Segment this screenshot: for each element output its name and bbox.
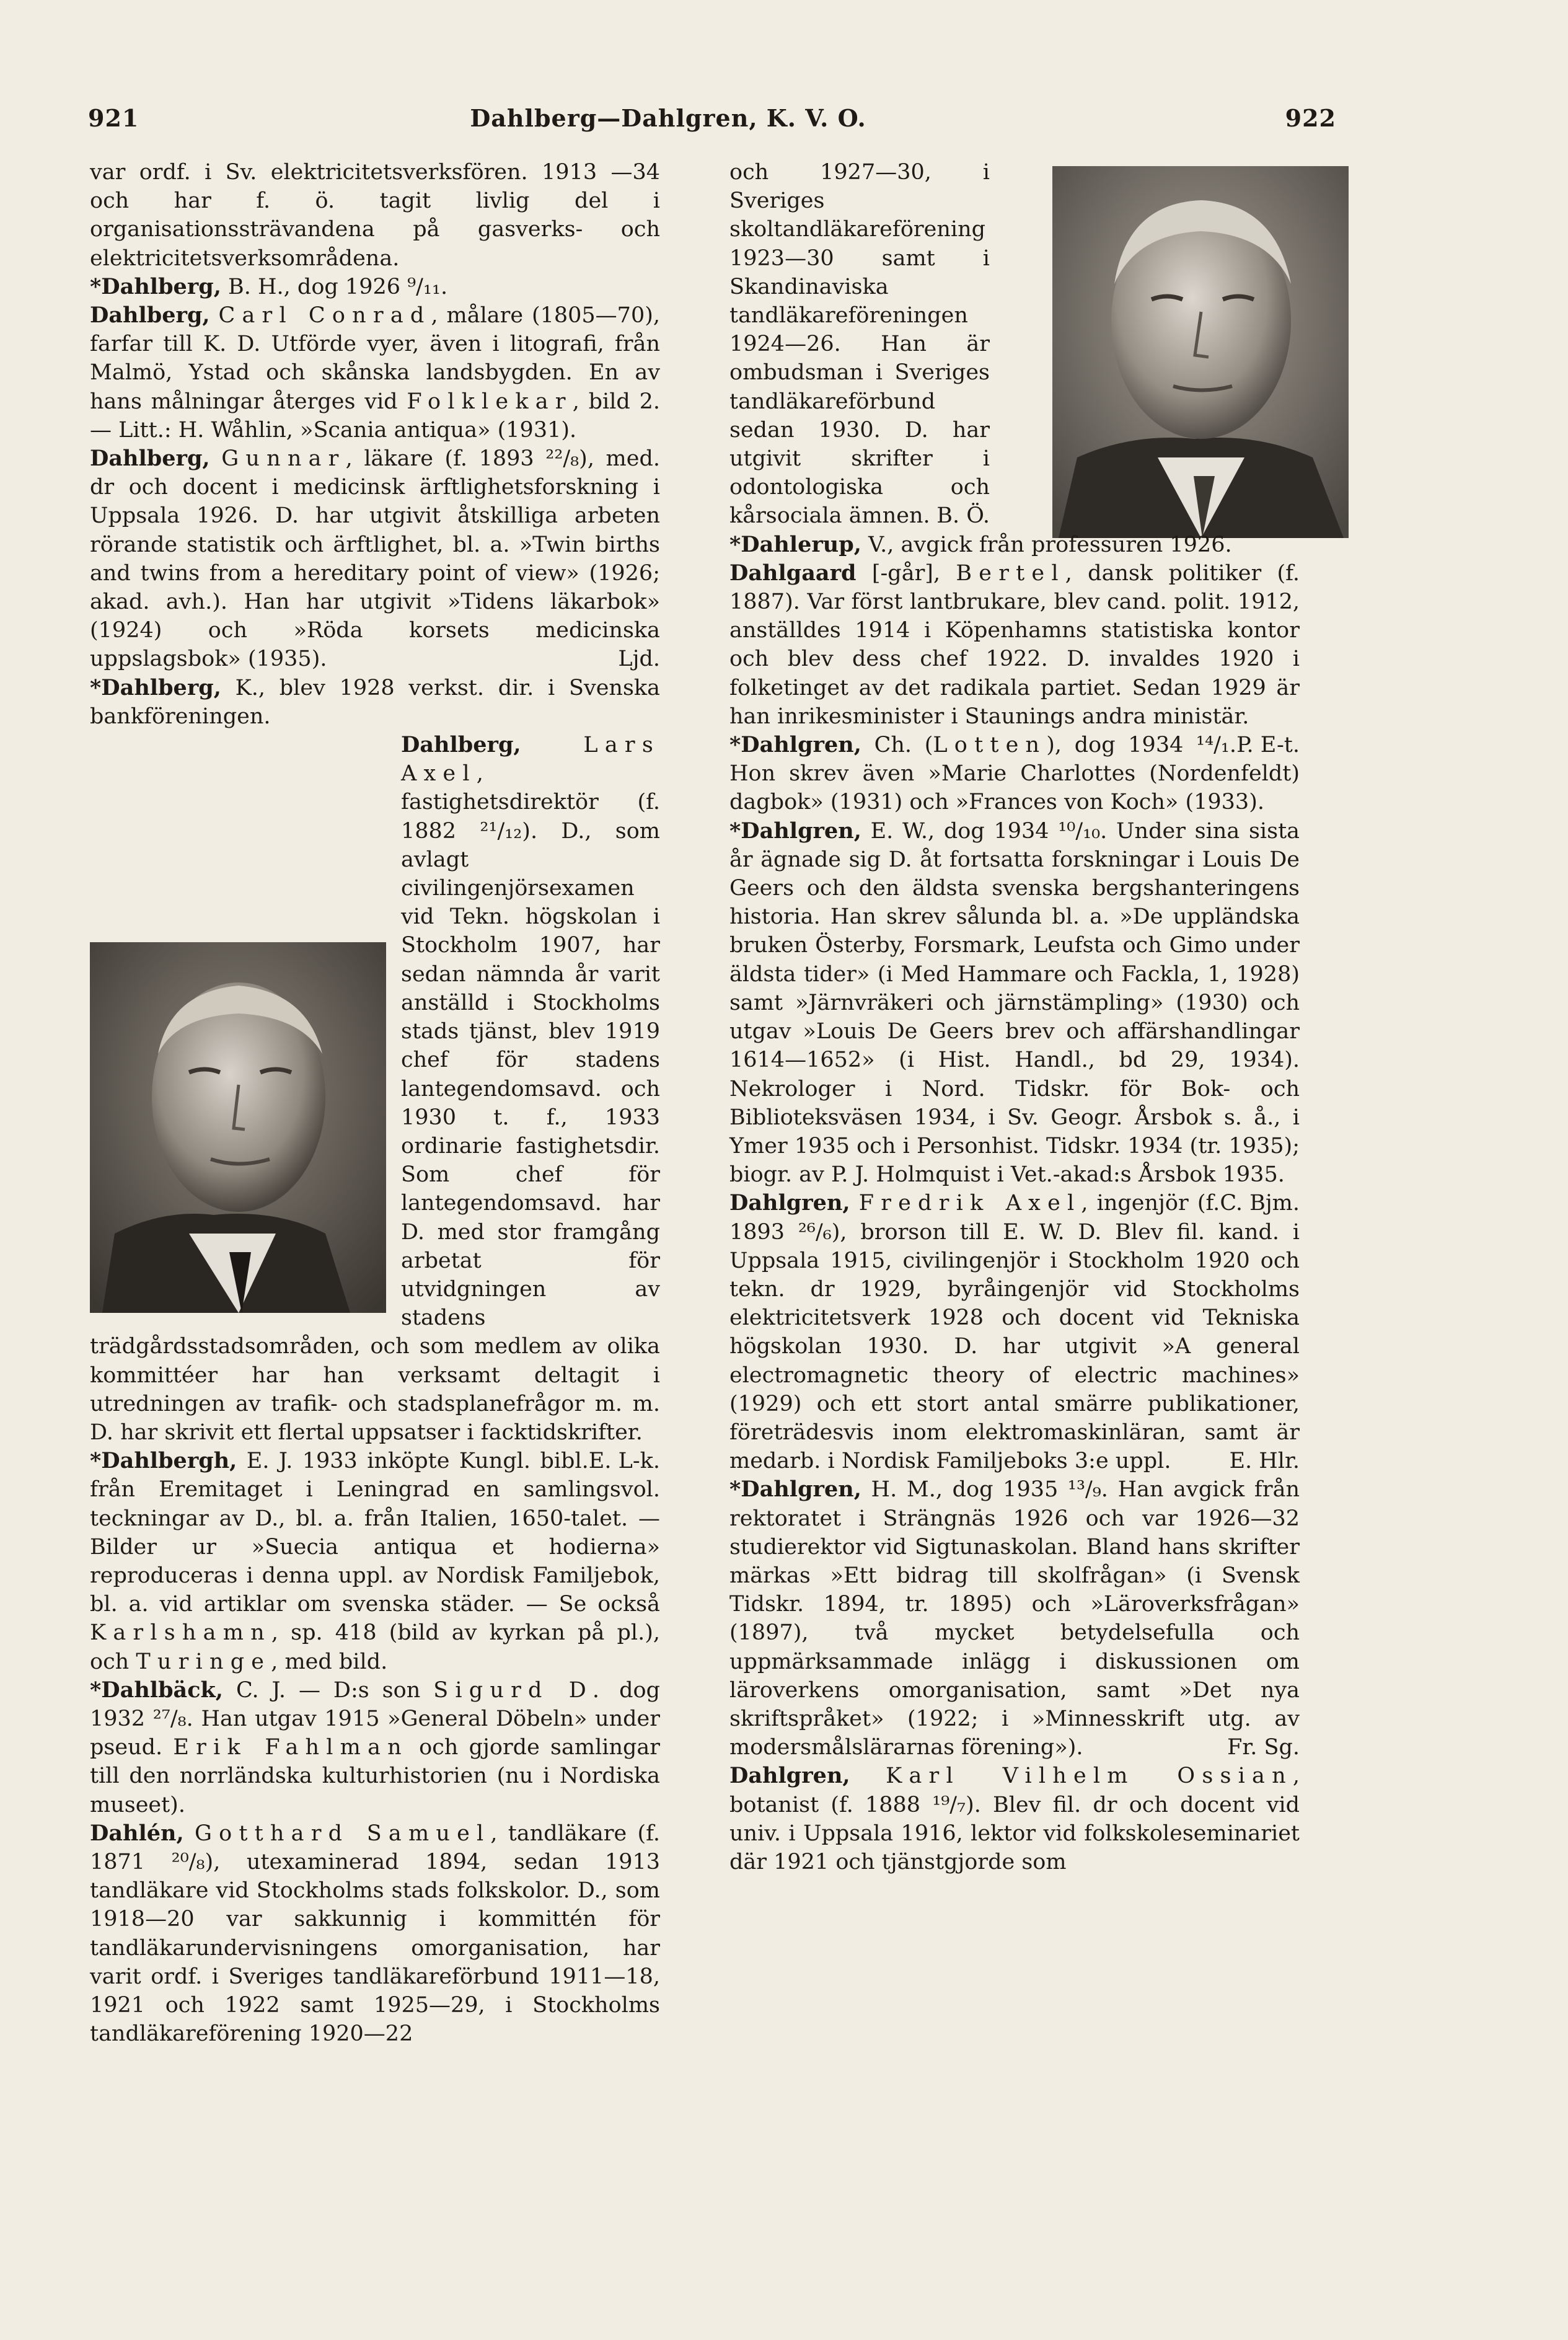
entry-dahlberg-lars-axel: Dahlberg, Lars Axel, fastighetsdirektör (f. 1882 ²¹/₁₂). D., som avlagt civilingenjörsexamen vid Tekn. högskolan i Stockholm 1907, har sedan nämnda år varit anställd i Stockholms stads tjänst, blev 1919 chef för stadens lantegendomsavd. och 1930 t. f., 1933 ordinarie fastighetsdir. Som chef för lantegendomsavd. har D. med stor framgång arbetat för utvidgningen av stadens trädgårdsstadsområden, och som medlem av olika kommittéer har han verksamt deltagit i utredningen av trafik- och stadsplanefrågor m. m. D. har skrivit ett flertal uppsatser i facktidskrifter. E. L-k. [90,731,660,1447]
right-column [729,158,1300,1876]
headword: Dahlberg, [90,446,210,472]
entry-dahlbergh-ej: *Dahlbergh, E. J. 1933 inköpte Kungl. bibl. från Eremitaget i Leningrad en samlingsvol. teckningar av D., bl. a. från Italien, 1650-talet. — Bilder ur »Suecia antiqua et hodierna» reproduceras i denna uppl. av Nordisk Familjebok, bl. a. vid artiklar om svenska städer. — Se också Karlshamn, sp. 418 (bild av kyrkan på pl.), och Turinge, med bild. [90,1448,660,1674]
author-signature: Fr. Sg. [1227,1735,1300,1760]
headword: Dahlberg, [90,302,210,329]
author-signature: B. Ö. [936,503,990,529]
headword: Dahlgren, [729,1190,850,1216]
entry-dahlback-cj: *Dahlbäck, C. J. — D:s son Sigurd D. dog 1932 ²⁷/₈. Han utgav 1915 »General Döbeln» under pseud. Erik Fahlman och gjorde samlingar till den norrländska kulturhistorien (nu i Nordiska museet). [90,1677,660,1817]
headword: *Dahlerup, [729,531,861,557]
author-signature: C. Bjm. [1220,1191,1300,1216]
author-signature: E. L-k. [588,1449,660,1474]
author-signature: P. E-t. [1236,733,1300,758]
portrait-float-spacer [1003,154,1300,526]
headword: *Dahlberg, [90,273,221,299]
running-head: Dahlberg—Dahlgren, K. V. O. [470,104,866,132]
entry-dahlgren-hm: *Dahlgren, H. M., dog 1935 ¹³/₉. Han avgick från rektoratet i Strängnäs 1926 och var 1926—32 studierektor vid Sigtunaskolan. Bland hans skrifter märkas »Ett bidrag till skolfrågan» (i Svensk Tidskr. 1894, tr. 1895) och »Läroverksfrågan» (1897), två mycket betydelsefulla och uppmärksammade inlägg i diskussionen om läroverkens omorganisation, samt »Det nya skriftspråket» (1922; i »Minnesskrift utg. av modersmålslärarnas förening»). Fr. Sg. [729,1475,1300,1762]
headword: Dahlén, [90,1820,184,1846]
headword: Dahlberg, [401,732,521,758]
author-signature: E. Hlr. [1229,1449,1300,1474]
headword: *Dahlgren, [729,1477,861,1503]
headword: *Dahlberg, [90,674,221,700]
entry-continuation: var ordf. i Sv. elektricitetsverksfören. 1913 —34 och har f. ö. tagit livlig del i organisationssträvandena på gasverks- och elektricitetsverksområdena. [90,160,660,271]
entry-dahlen-gotthard: Dahlén, Gotthard Samuel, tandläkare (f. 1871 ²⁰/₈), utexaminerad 1894, sedan 1913 tandläkare vid Stockholms stads folkskolor. D., som 1918—20 var sakkunnig i kommittén för tandläkarundervisningens omorganisation, har varit ordf. i Sveriges tandläkareförbund 1911—18, 1921 och 1922 samt 1925—29, i Stockholms tandläkareförening 1920—22 [90,1820,660,2047]
entry-dahlgren-ew: *Dahlgren, E. W., dog 1934 ¹⁰/₁₀. Under sina sista år ägnade sig D. åt fortsatta forskningar i Louis De Geers och den äldsta svenska bergshanteringens historia. Han skrev sålunda bl. a. »De uppländska bruken Österby, Forsmark, Leufsta och Gimo under äldsta tider» (i Med Hammare och Fackla, 1, 1928) samt »Järnvräkeri och järnstämpling» (1930) och utgav »Louis De Geers brev och affärshandlingar 1614—1652» (i Hist. Handl., bd 29, 1934). Nekrologer i Nord. Tidskr. för Bok- och Biblioteksväsen 1934, i Sv. Geogr. Årsbok s. å., i Ymer 1935 och i Personhist. Tidskr. 1934 (tr. 1935); biogr. av P. J. Holmquist i Vet.-akad:s Årsbok 1935. C. Bjm. [729,817,1300,1190]
entry-dahlberg-gunnar: Dahlberg, Gunnar, läkare (f. 1893 ²²/₈), med. dr och docent i medicinsk ärftlighetsforskning i Uppsala 1926. D. har utgivit åtskilliga arbeten rörande statistik och ärftlighet, bl. a. »Twin births and twins from a hereditary point of view» (1926; akad. avh.). Han har utgivit »Tidens läkarbok» (1924) och »Röda korsets medicinska uppslagsbok» (1935). Ljd. [90,444,660,674]
entry-dahlgren-fredrik-axel: Dahlgren, Fredrik Axel, ingenjör (f. 1893 ²⁶/₆), brorson till E. W. D. Blev fil. kand. i Uppsala 1915, civilingenjör i Stockholm 1920 och tekn. dr 1929, byråingenjör vid Stockholms elektricitetsverk 1928 och docent vid Tekniska högskolan 1930. D. har utgivit »A general electromagnetic theory of electric machines» (1929) och ett stort antal smärre publikationer, företrädesvis inom elektromaskinläran, samt är medarb. i Nordisk Familjeboks 3:e uppl. E. Hlr. [729,1189,1300,1475]
entry-dahlgaard-bertel: Dahlgaard [-går], Bertel, dansk politiker (f. 1887). Var först lantbrukare, blev cand. polit. 1912, anställdes 1914 i Köpenhamns statistiska kontor och blev dess chef 1922. D. invaldes 1920 i folketinget av det radikala partiet. Sedan 1929 är han inrikesminister i Staunings andra ministär. P. E-t. [729,559,1300,731]
entry-dahlgren-karl-vilhelm-ossian: Dahlgren, Karl Vilhelm Ossian, botanist (f. 1888 ¹⁹/₇). Blev fil. dr och docent vid univ. i Uppsala 1916, lektor vid folkskoleseminariet där 1921 och tjänstgjorde som [729,1763,1300,1874]
entry-dahlgren-lotten: *Dahlgren, Ch. (Lotten), dog 1934 ¹⁴/₁. Hon skrev även »Marie Charlottes (Nordenfeldt) dagbok» (1931) och »Frances von Koch» (1933). [729,732,1300,815]
page-number-right: 922 [1285,104,1336,132]
headword: *Dahlbäck, [90,1677,223,1703]
entry-dahlberg-carl-conrad: Dahlberg, Carl Conrad, målare (1805—70), farfar till K. D. Utförde vyer, även i litografi, från Malmö, Ystad och skånska landsbygden. En av hans målningar återges vid Folklekar, bild 2. — Litt.: H. Wåhlin, »Scania antiqua» (1931). [90,302,660,443]
author-signature: Ljd. [618,647,660,672]
headword: Dahlgren, [729,1763,850,1789]
portrait-photo [90,942,386,1313]
page-number-left: 921 [88,104,139,132]
entry-dahlerup-v: *Dahlerup, V., avgick från professuren 1926. [729,531,1232,557]
portrait-lars-axel-dahlberg [90,942,386,1313]
entry-continuation-right: och 1927—30, i Sveriges skoltandläkareförening 1923—30 samt i Skandinaviska tandläkareföreningen 1924—26. Han är ombudsman i Sveriges tandläkareförbund sedan 1930. D. har utgivit skrifter i odontologiska och kårsociala ämnen. B. Ö. [729,158,1300,531]
headword: *Dahlbergh, [90,1448,237,1474]
headword: *Dahlgren, [729,732,861,758]
entry-dahlberg-bh: *Dahlberg, B. H., dog 1926 ⁹/₁₁. [90,273,448,299]
headword: *Dahlgren, [729,818,861,844]
entry-dahlberg-k: *Dahlberg, K., blev 1928 verkst. dir. i Svenska bankföreningen. [90,674,660,729]
headword: Dahlgaard [729,560,857,586]
